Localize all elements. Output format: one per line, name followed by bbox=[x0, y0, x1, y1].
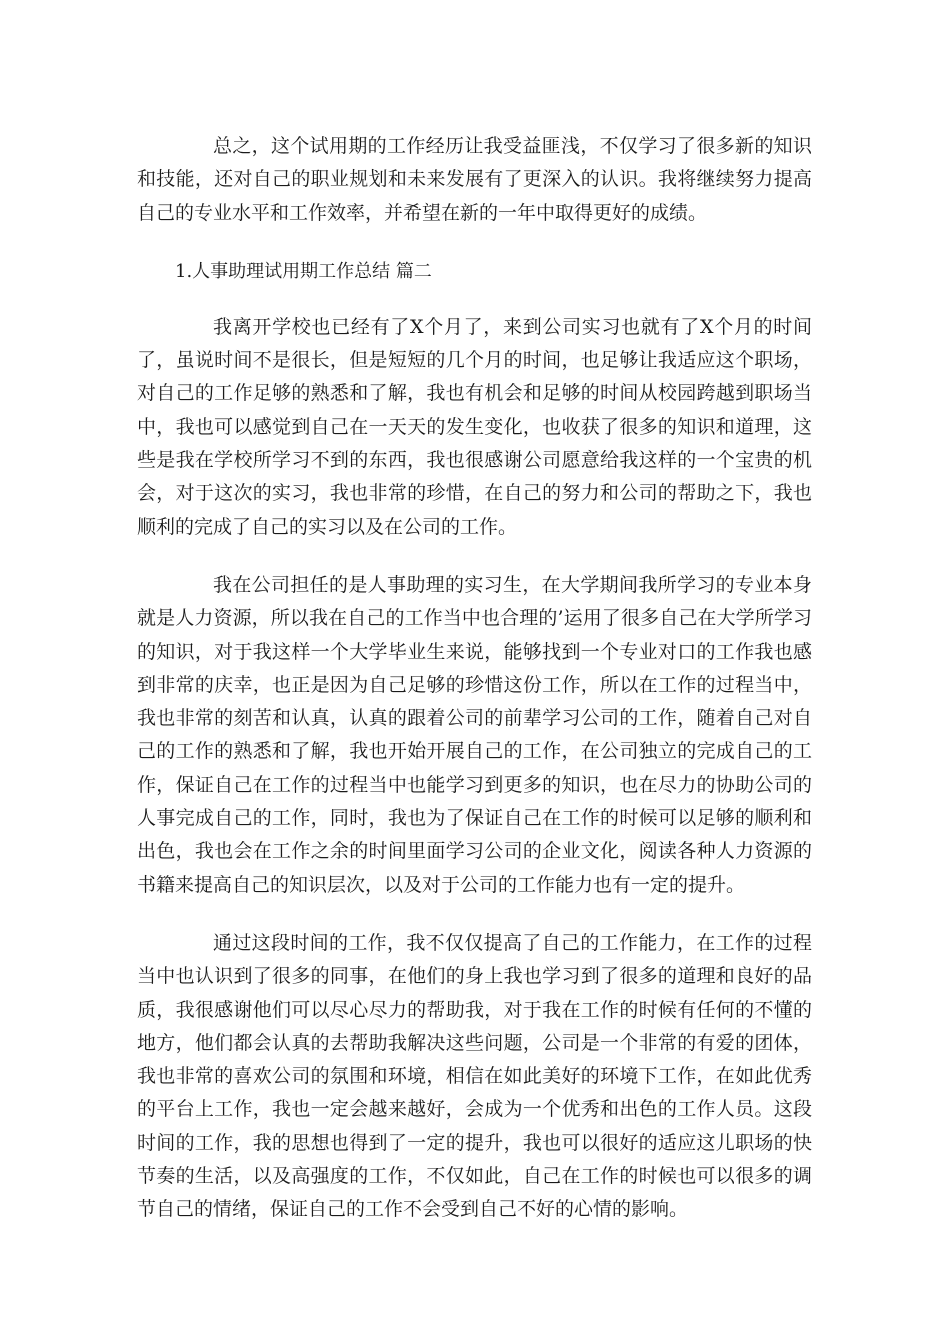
paragraph-intro: 我离开学校也已经有了X个月了，来到公司实习也就有了X个月的时间了，虽说时间不是很长，但是短短的几个月的时间，也足够让我适应这个职场，对自己的工作足够的熟悉和了解，我也有机会和足够的时间从校园跨越到职场当中，我也可以感觉到自己在一天天的发生变化，也收获了很多的知识和道理，这些是我在学校所学习不到的东西，我也很感谢公司愿意给我这样的一个宝贵的机会，对于这次的实习，我也非常的珍惜，在自己的努力和公司的帮助之下，我也顺利的完成了自己的实习以及在公司的工作。 bbox=[137, 315, 812, 538]
paragraph-growth: 通过这段时间的工作，我不仅仅提高了自己的工作能力，在工作的过程当中也认识到了很多的同事，在他们的身上我也学习到了很多的道理和良好的品质，我很感谢他们可以尽心尽力的帮助我，对于我在工作的时候有任何的不懂的地方，他们都会认真的去帮助我解决这些问题，公司是一个非常的有爱的团体，我也非常的喜欢公司的氛围和环境，相信在如此美好的环境下工作，在如此优秀的平台上工作，我也一定会越来越好，会成为一个优秀和出色的工作人员。这段时间的工作，我的思想也得到了一定的提升，我也可以很好的适应这儿职场的快节奏的生活，以及高强度的工作，不仅如此，自己在工作的时候也可以很多的调节自己的情绪，保证自己的工作不会受到自己不好的心情的影响。 bbox=[137, 931, 812, 1221]
paragraph-summary: 总之，这个试用期的工作经历让我受益匪浅，不仅学习了很多新的知识和技能，还对自己的职业规划和未来发展有了更深入的认识。我将继续努力提高自己的专业水平和工作效率，并希望在新的一年中取得更好的成绩。 bbox=[137, 135, 812, 224]
document-body bbox=[137, 130, 812, 1252]
section-heading: 1.人事助理试用期工作总结 篇二 bbox=[175, 260, 432, 282]
paragraph-role: 我在公司担任的是人事助理的实习生，在大学期间我所学习的专业本身就是人力资源，所以我在自己的工作当中也合理的’运用了很多自己在大学所学习的知识，对于我这样一个大学毕业生来说，能够找到一个专业对口的工作我也感到非常的庆幸，也正是因为自己足够的珍惜这份工作，所以在工作的过程当中，我也非常的刻苦和认真，认真的跟着公司的前辈学习公司的工作，随着自己对自己的工作的熟悉和了解，我也开始开展自己的工作，在公司独立的完成自己的工作，保证自己在工作的过程当中也能学习到更多的知识，也在尽力的协助公司的人事完成自己的工作，同时，我也为了保证自己在工作的时候可以足够的顺利和出色，我也会在工作之余的时间里面学习公司的企业文化，阅读各种人力资源的书籍来提高自己的知识层次，以及对于公司的工作能力也有一定的提升。 bbox=[137, 573, 812, 896]
